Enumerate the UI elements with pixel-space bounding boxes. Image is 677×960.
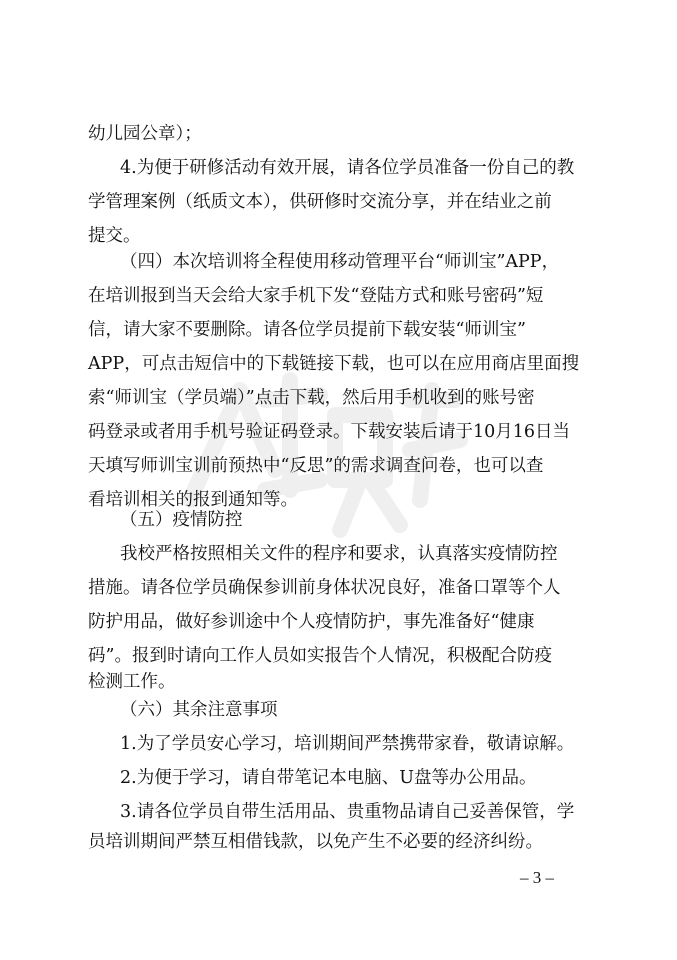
text-line-22: 3.请各位学员自带生活用品、贵重物品请自己妥善保管，学 (120, 802, 575, 822)
text-line-3: 学管理案例（纸质文本），供研修时交流分享，并在结业之前 (88, 192, 552, 212)
text-line-4: 提交。 (88, 226, 141, 246)
text-line-23: 员培训期间严禁互相借钱款，以免产生不必要的经济纠纷。 (88, 832, 543, 852)
text-line-17: 码”。报到时请向工作人员如实报告个人情况，积极配合防疫 (88, 646, 552, 666)
text-line-20: 1.为了学员安心学习，培训期间严禁携带家眷，敬请谅解。 (120, 734, 575, 754)
text-line-5: （四）本次培训将全程使用移动管理平台“师训宝”APP， (120, 252, 560, 272)
text-line-11: 天填写师训宝训前预热中“反思”的需求调查问卷，也可以查 (88, 456, 544, 476)
section-heading-other: （六）其余注意事项 (120, 700, 278, 720)
text-line-12: 看培训相关的报到通知等。 (88, 490, 298, 510)
text-line-7: 信，请大家不要删除。请各位学员提前下载安装“师训宝” (88, 320, 526, 340)
text-line-21: 2.为便于学习，请自带笔记本电脑、U盘等办公用品。 (120, 768, 537, 788)
section-heading-epidemic: （五）疫情防控 (120, 510, 243, 530)
text-line-15: 措施。请各位学员确保参训前身体状况良好，准备口罩等个人 (88, 578, 561, 598)
text-line-8: APP，可点击短信中的下载链接下载，也可以在应用商店里面搜 (88, 354, 580, 374)
text-line-9: 索“师训宝（学员端）”点击下载，然后用手机收到的账号密 (88, 388, 535, 408)
text-line-6: 在培训报到当天会给大家手机下发“登陆方式和账号密码”短 (88, 286, 544, 306)
text-line-18: 检测工作。 (88, 672, 176, 692)
text-line-16: 防护用品，做好参训途中个人疫情防护，事先准备好“健康 (88, 612, 535, 632)
text-line-2: 4.为便于研修活动有效开展，请各位学员准备一份自己的教 (120, 158, 575, 178)
text-line-1: 幼儿园公章）； (88, 124, 202, 144)
text-line-14: 我校严格按照相关文件的程序和要求，认真落实疫情防控 (120, 544, 558, 564)
text-line-10: 码登录或者用手机号验证码登录。下载安装后请于10月16日当 (88, 422, 571, 442)
page-number: – 3 – (520, 868, 554, 887)
